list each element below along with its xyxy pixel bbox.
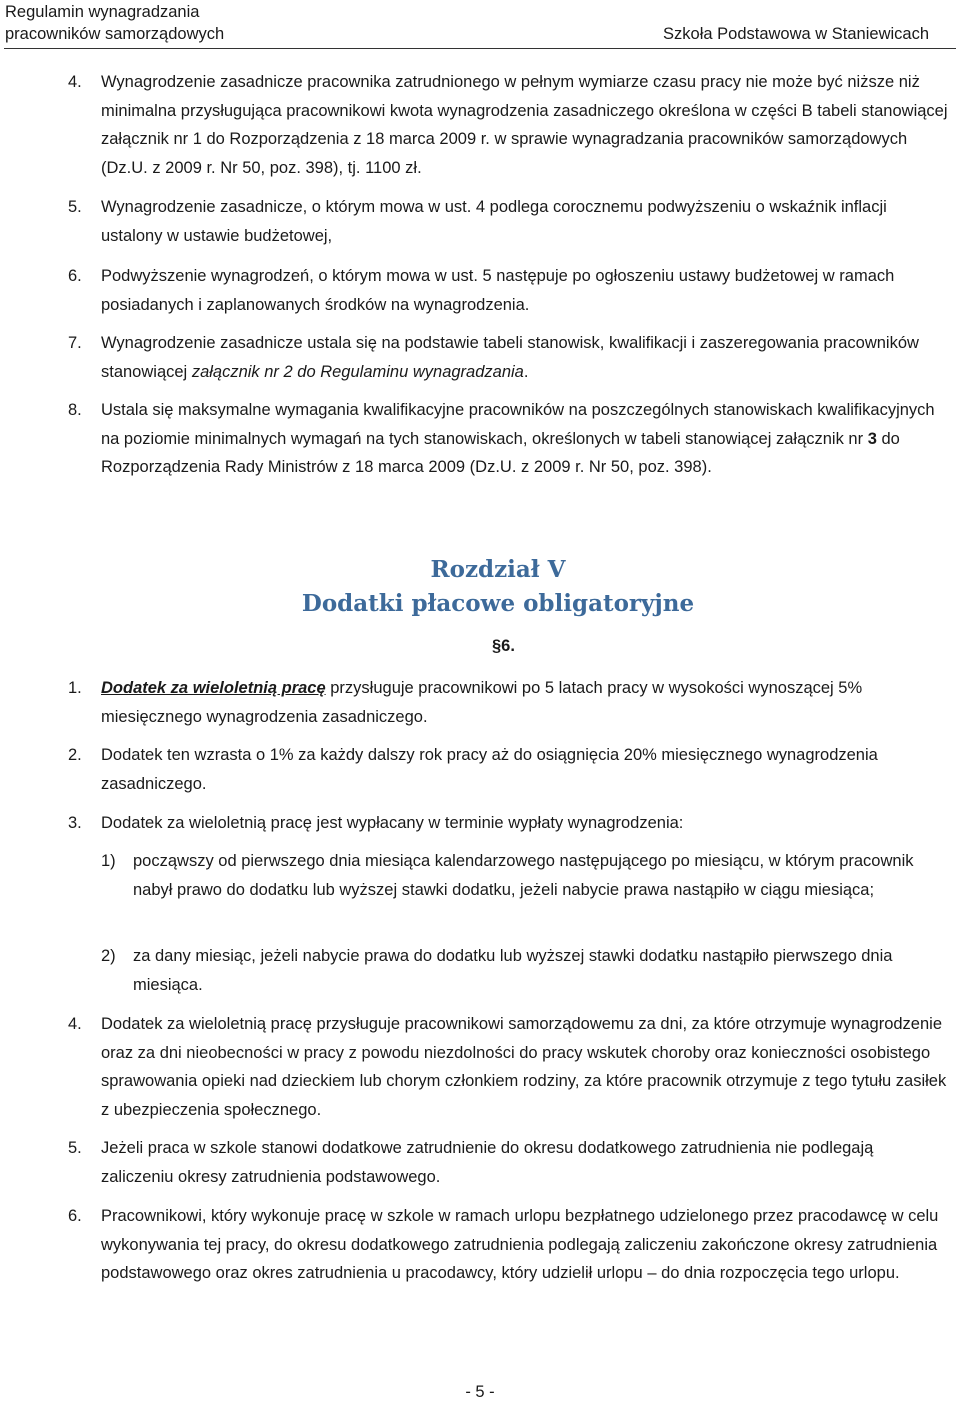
item-text-bold: 3: [867, 429, 877, 448]
list-item: [68, 1010, 948, 1124]
list-item: [68, 262, 948, 319]
item-text: [101, 674, 948, 731]
item-text-part: Wynagrodzenie zasadnicze ustala się na podstawie tabeli stanowisk, kwalifikacji i zaszeregowania pracowników stanowiącej: [101, 334, 919, 381]
list-item: [68, 1134, 948, 1191]
header-divider: [4, 48, 956, 49]
list-item: [68, 809, 948, 838]
list-item: [68, 741, 948, 798]
chapter-subtitle: Dodatki płacowe obligatoryjne: [301, 590, 695, 617]
item-number: 1.: [68, 679, 82, 697]
item-text: Jeżeli praca w szkole stanowi dodatkowe zatrudnienie do okresu dodatkowego zatrudnienia nie podlegają zaliczeniu okresy zatrudnienia podstawowego.: [101, 1139, 874, 1186]
item-text: Dodatek za wieloletnią pracę przysługuje pracownikowi samorządowemu za dni, za które otrzymuje wynagrodzenie oraz za dni nieobecności w pracy z powodu niezdolności do pracy wskutek choroby oraz konieczności osobistego sprawowania opieki nad dzieckiem lub chorym członkiem rodziny, za które pracownik otrzymuje z tego tytułu zasiłek z ubezpieczenia społecznego.: [101, 1015, 947, 1119]
item-text-emphasis: Dodatek za wieloletnią pracę: [101, 679, 326, 697]
item-text: Podwyższenie wynagrodzeń, o którym mowa w ust. 5 następuje po ogłoszeniu ustawy budżetowej w ramach posiadanych i zaplanowanych środków na wynagrodzenia.: [101, 267, 895, 314]
item-number: 2.: [68, 746, 82, 764]
sub-list-item: [101, 942, 941, 999]
item-text-part: Ustala się maksymalne wymagania kwalifikacyjne pracowników na poszczególnych stanowiskach kwalifikacyjnych na poziomie minimalnych wymagań na tych stanowiskach, określonych w tabeli stanowiącej załącznik nr: [101, 401, 935, 448]
sub-item-text: za dany miesiąc, jeżeli nabycie prawa do dodatku lub wyższej stawki dodatku nastąpiło pierwszego dnia miesiąca.: [133, 947, 893, 994]
item-number: 6.: [68, 1207, 82, 1225]
item-number: 5.: [68, 198, 82, 216]
list-item: [68, 193, 948, 250]
item-number: 6.: [68, 267, 82, 285]
item-number: 3.: [68, 814, 82, 832]
item-number: 7.: [68, 334, 82, 352]
list-item: [68, 329, 948, 386]
sub-item-number: 2): [101, 947, 116, 965]
list-item: [68, 396, 948, 482]
item-text: [101, 329, 948, 386]
list-item: [68, 68, 948, 182]
page-number: - 5 -: [465, 1383, 495, 1401]
item-text: Wynagrodzenie zasadnicze, o którym mowa w ust. 4 podlega corocznemu podwyższeniu o wskaźnik inflacji ustalony w ustawie budżetowej,: [101, 198, 887, 245]
item-text-part: do Rozporządzenia Rady Ministrów z 18 marca 2009 (Dz.U. z 2009 r. Nr 50, poz. 398).: [101, 429, 900, 476]
item-text: Pracownikowi, który wykonuje pracę w szkole w ramach urlopu bezpłatnego udzielonego przez pracodawcę w celu wykonywania tej pracy, do okresu dodatkowego zatrudnienia podlegają zaliczeniu zakończone okresy zatrudnienia podstawowego oraz okres zatrudnienia u pracodawcy, który udzielił urlopu – do dnia rozpoczęcia tego urlopu.: [101, 1207, 939, 1282]
item-text-italic: załącznik nr 2 do Regulaminu wynagradzania: [191, 362, 524, 381]
item-text: Dodatek za wieloletnią pracę jest wypłacany w terminie wypłaty wynagrodzenia:: [101, 814, 684, 832]
item-number: 8.: [68, 401, 82, 419]
item-number: 4.: [68, 73, 82, 91]
sub-item-text: począwszy od pierwszego dnia miesiąca kalendarzowego następującego po miesiącu, w którym pracownik nabył prawo do dodatku lub wyższej stawki dodatku, jeżeli nabycie prawa nastąpiło w ciągu miesiąca;: [133, 852, 914, 899]
header-title-line2: pracowników samorządowych: [5, 25, 225, 43]
page-header: [0, 0, 960, 48]
item-text: [101, 396, 948, 482]
item-text: Wynagrodzenie zasadnicze pracownika zatrudnionego w pełnym wymiarze czasu pracy nie może być niższe niż minimalna przysługująca pracownikowi kwota wynagrodzenia zasadniczego określona w części B tabeli stanowiącej załącznik nr 1 do Rozporządzenia z 18 marca 2009 r. w sprawie wynagradzania pracowników samorządowych (Dz.U. z 2009 r. Nr 50, poz. 398), tj. 1100 zł.: [101, 73, 948, 177]
header-school-name: Szkoła Podstawowa w Staniewicach: [663, 25, 929, 43]
item-text: Dodatek ten wzrasta o 1% za każdy dalszy rok pracy aż do osiągnięcia 20% miesięcznego wynagrodzenia zasadniczego.: [101, 746, 878, 793]
item-text-part: przysługuje pracownikowi po 5 latach pracy w wysokości wynoszącej 5% miesięcznego wynagrodzenia zasadniczego.: [101, 679, 863, 726]
list-item: [68, 1202, 948, 1288]
item-number: 5.: [68, 1139, 82, 1157]
chapter-title: Rozdział V: [430, 556, 566, 583]
sub-list-item: [101, 847, 941, 904]
sub-item-number: 1): [101, 852, 116, 870]
header-title-line1: Regulamin wynagradzania: [5, 3, 200, 21]
header-document-title: [5, 1, 224, 45]
paragraph-mark: §6.: [492, 637, 515, 655]
list-item: [68, 674, 948, 731]
item-text-part: .: [523, 362, 529, 381]
item-number: 4.: [68, 1015, 82, 1033]
